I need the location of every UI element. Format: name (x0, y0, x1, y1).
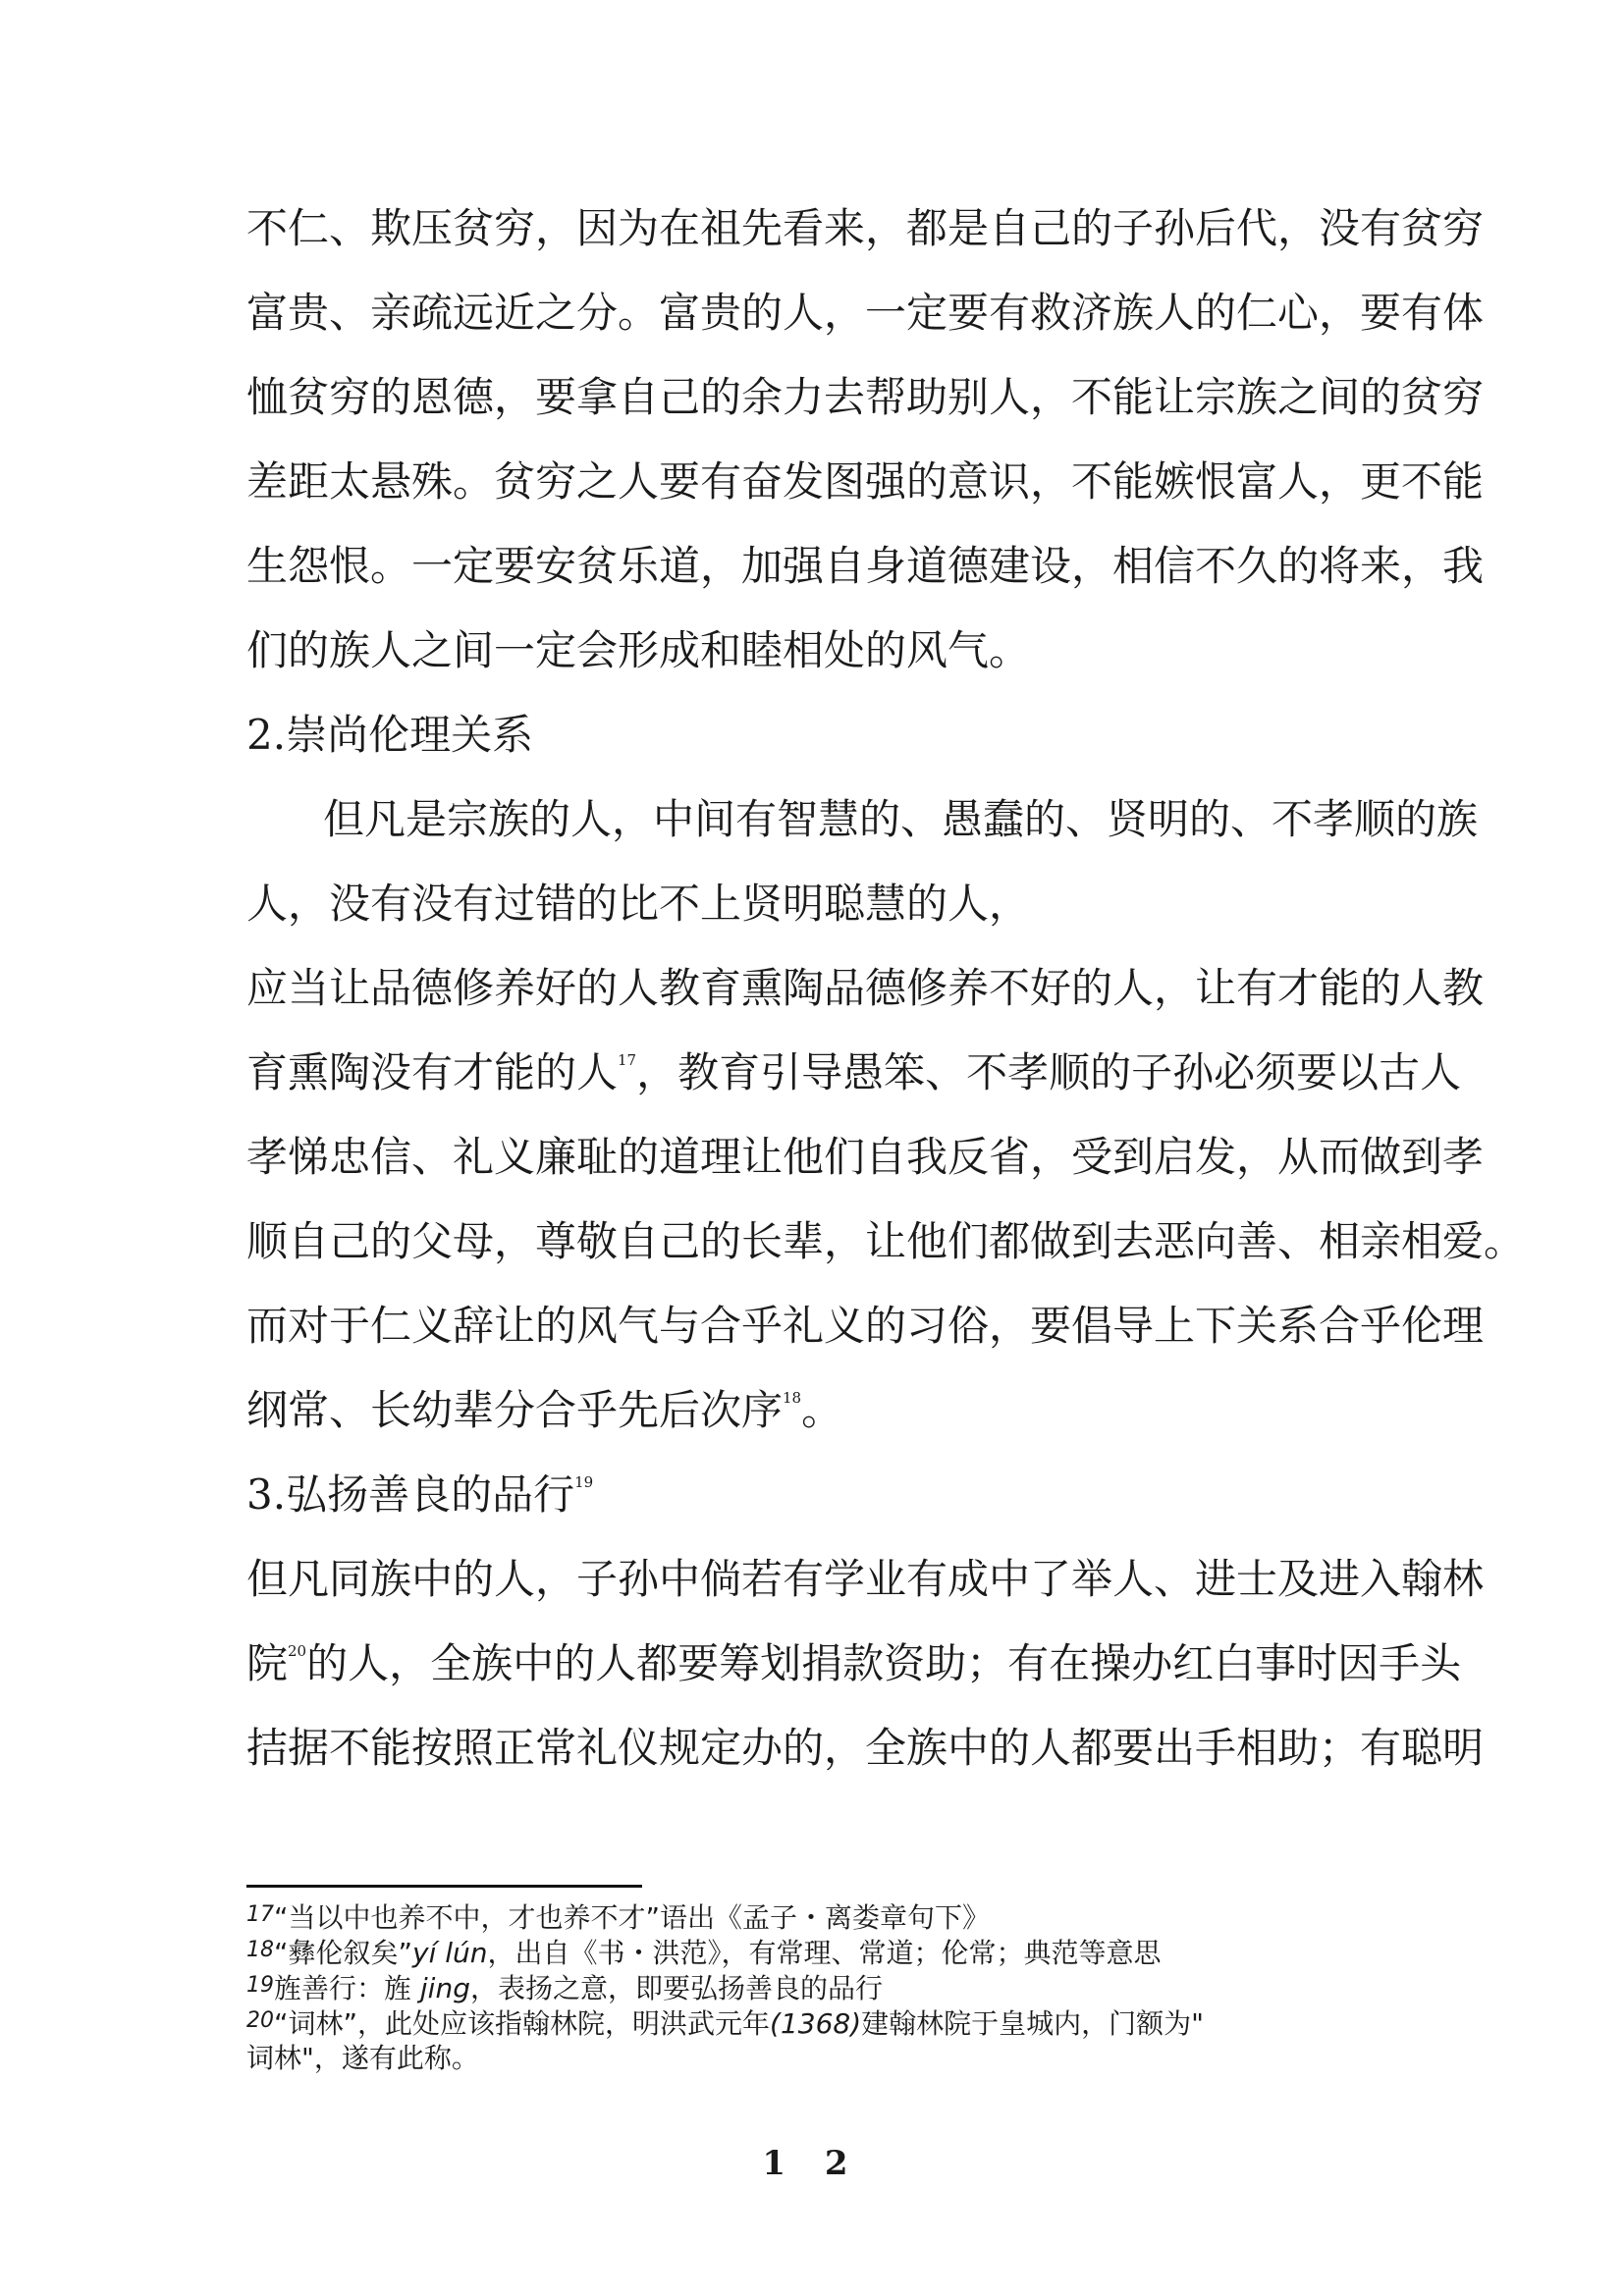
footnote-text: ，出自《书・洪范》，有常理、常道；伦常；典范等意思 (487, 1937, 1162, 1969)
footnote-text: ，表扬之意，即要弘扬善良的品行 (469, 1972, 883, 2004)
footnote-ref-19[interactable]: 19 (574, 1473, 594, 1491)
body-line: 不仁、欺压贫穷，因为在祖先看来，都是自己的子孙后代，没有贫穷 (246, 204, 1485, 252)
body-line: 差距太悬殊。贫穷之人要有奋发图强的意识，不能嫉恨富人，更不能 (246, 457, 1485, 506)
line-text: ，教育引导愚笨、不孝顺的子孙必须要以古人 (636, 1048, 1462, 1096)
body-line-with-ref (246, 1044, 1462, 1101)
footnote-number: 18 (246, 1938, 274, 1962)
body-line: 顺自己的父母，尊敬自己的长辈，让他们都做到去恶向善、相亲相爱。 (246, 1217, 1526, 1265)
footnote-text: “词林”，此处应该指翰林院，明洪武元年 (274, 2007, 771, 2040)
body-line: 生怨恨。一定要安贫乐道，加强自身道德建设，相信不久的将来，我 (246, 542, 1485, 590)
body-line: 孝悌忠信、礼义廉耻的道理让他们自我反省，受到启发，从而做到孝 (246, 1133, 1485, 1181)
body-line: 而对于仁义辞让的风气与合乎礼义的习俗，要倡导上下关系合乎伦理 (246, 1302, 1485, 1350)
body-line: 富贵、亲疏远近之分。富贵的人，一定要有救济族人的仁心，要有体 (246, 289, 1485, 337)
footnote-year: (1368) (770, 2007, 862, 2040)
body-line: 们的族人之间一定会形成和睦相处的风气。 (246, 626, 1031, 674)
line-text: 。 (801, 1386, 843, 1434)
section-heading: 2.崇尚伦理关系 (246, 711, 534, 759)
line-text: 纲常、长幼辈分合乎先后次序 (246, 1386, 784, 1434)
footnote-text: 旌善行：旌 (274, 1972, 420, 2004)
heading-text: 3.弘扬善良的品行 (246, 1470, 575, 1519)
footnote-number: 20 (246, 2008, 274, 2033)
line-text: 院 (246, 1639, 289, 1687)
footnote-text: 建翰林院于皇城内，门额为" (861, 2007, 1205, 2040)
body-line: 但凡同族中的人，子孙中倘若有学业有成中了举人、进士及进入翰林 (246, 1555, 1485, 1603)
footnote-number: 19 (246, 1973, 274, 1998)
footnote-17 (246, 1898, 1385, 1935)
page-number: 1 2 (762, 2144, 862, 2183)
footnote-pinyin: yí lún (412, 1937, 488, 1969)
body-line: 人，没有没有过错的比不上贤明聪慧的人， (246, 880, 1031, 928)
line-text: 的人，全族中的人都要筹划捐款资助；有在操办红白事时因手头 (306, 1639, 1462, 1687)
body-line: 拮据不能按照正常礼仪规定办的，全族中的人都要出手相助；有聪明 (246, 1724, 1485, 1772)
footnote-ref-20[interactable]: 20 (288, 1642, 307, 1660)
body-line: 应当让品德修养好的人教育熏陶品德修养不好的人，让有才能的人教 (246, 964, 1485, 1012)
line-text: 育熏陶没有才能的人 (246, 1048, 619, 1096)
footnote-20 (246, 2004, 1385, 2041)
body-line: 恤贫穷的恩德，要拿自己的余力去帮助别人，不能让宗族之间的贫穷 (246, 373, 1485, 421)
footnote-19 (246, 1969, 1385, 2005)
footnote-ref-17[interactable]: 17 (618, 1051, 637, 1069)
footnote-18 (246, 1934, 1385, 1970)
footnote-pinyin: jing (419, 1972, 470, 2004)
body-line-with-ref (246, 1382, 1385, 1439)
section-heading (246, 1467, 1385, 1523)
footnote-ref-18[interactable]: 18 (783, 1389, 802, 1407)
body-line-indented: 但凡是宗族的人，中间有智慧的、愚蠢的、贤明的、不孝顺的族 (323, 795, 1479, 843)
body-line-with-ref (246, 1635, 1462, 1692)
footnote-text: “彝伦叙矣” (274, 1937, 413, 1969)
footnote-number: 17 (246, 1902, 274, 1927)
footnote-text: “当以中也养不中，才也养不才”语出《孟子・离娄章句下》 (274, 1901, 991, 1934)
footnote-separator (246, 1885, 642, 1888)
footnote-20-continued: 词林"，遂有此称。 (246, 2042, 479, 2074)
